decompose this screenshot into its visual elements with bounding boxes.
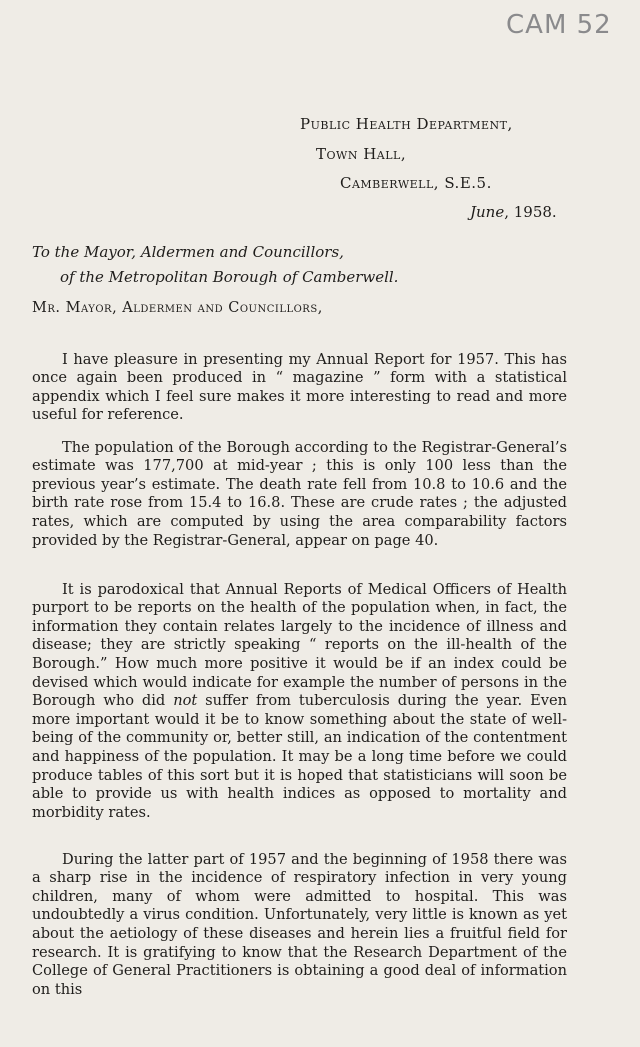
letter-date: [470, 203, 557, 221]
handwritten-reference-stamp: CAM 52: [506, 10, 612, 40]
emphasis-word: not: [173, 692, 198, 710]
formal-address: Mr. Mayor, Aldermen and Councillors,: [32, 300, 323, 316]
date-month: June: [470, 203, 505, 221]
address-town-hall: Town Hall,: [316, 145, 407, 163]
paragraph-health-indices: [32, 581, 567, 823]
address-department: Public Health Department,: [300, 115, 513, 133]
paragraph-text-part: It is parodoxical that Annual Reports of Medical Officers of Health purport to be reports on the health of the population when, in fact, the information they contain relates largely to the incidence of illness and disease; they are strictly speaking “ reports on the ill-health of the Borough.” How much more positive it would be if an index could be devised which would indicate for example the number of persons in the Borough who did: [32, 580, 567, 710]
paragraph-text-part: suffer from tuberculosis during the year. Even more important would it be to know something about the state of well-being of the community or, better still, an indication of the contentment and happiness of the population. It may be a long time before we could produce tables of this sort but it is hoped that statisticians will soon be able to provide us with health indices as opposed to mortality and morbidity rates.: [32, 692, 567, 821]
paragraph-respiratory-infection: During the latter part of 1957 and the beginning of 1958 there was a sharp rise in the incidence of respiratory infection in very young children, many of whom were admitted to hospital. This was undoubtedly a virus condition. Unfortunately, very little is known as yet about the aetiology of these diseases and herein lies a fruitful field for research. It is gratifying to know that the Research Department of the College of General Practitioners is obtaining a good deal of information on this: [32, 850, 567, 998]
paragraph-population: The population of the Borough according to the Registrar-General’s estimate was 177,700 at mid-year ; this is only 100 less than the previous year’s estimate. The death rate fell from 10.8 to 10.6 and the birth rate rose from 15.4 to 16.8. These are crude rates ; the adjusted rates, which are computed by using the area comparability factors provided by the Registrar-General, appear on page 40.: [32, 438, 567, 549]
salutation-line-2: of the Metropolitan Borough of Camberwell.: [60, 268, 399, 286]
date-year: , 1958.: [504, 203, 557, 221]
salutation-line-1: To the Mayor, Aldermen and Councillors,: [32, 243, 344, 261]
address-locality: Camberwell, S.E.5.: [340, 174, 492, 192]
paragraph-introduction: I have pleasure in presenting my Annual Report for 1957. This has once again been produced in “ magazine ” form with a statistical appendix which I feel sure makes it more interesting to read and more useful for reference.: [32, 350, 567, 424]
